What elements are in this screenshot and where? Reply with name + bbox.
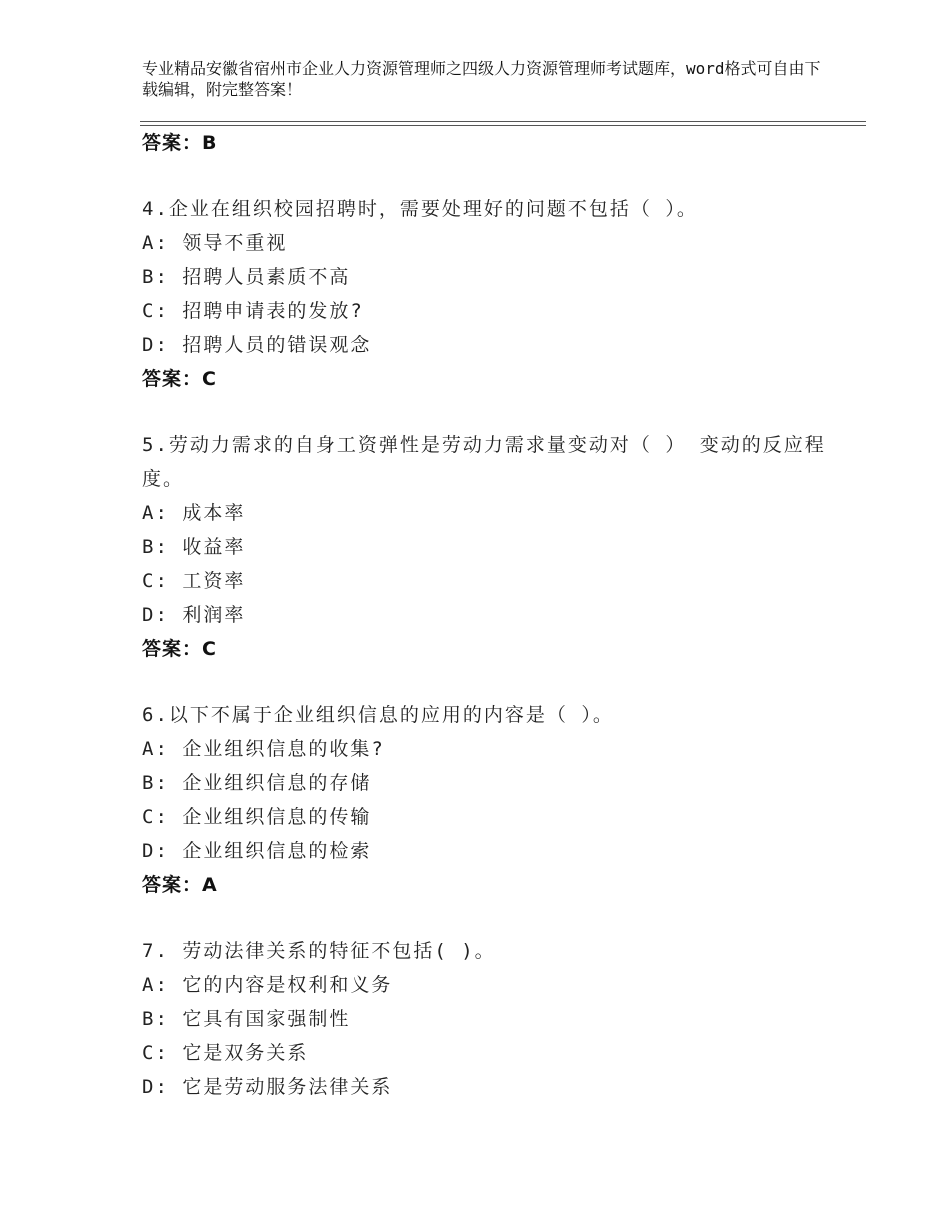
option-b: B: 它具有国家强制性 (142, 1008, 351, 1030)
option-b: B: 企业组织信息的存储 (142, 772, 372, 794)
question-stem: 7. 劳动法律关系的特征不包括( )。 (142, 940, 496, 962)
option-c: C: 企业组织信息的传输 (142, 806, 372, 828)
question-5 (142, 428, 842, 666)
option-d: D: 招聘人员的错误观念 (142, 334, 372, 356)
option-d: D: 企业组织信息的检索 (142, 840, 372, 862)
option-d: D: 利润率 (142, 604, 246, 626)
question-stem: 4.企业在组织校园招聘时，需要处理好的问题不包括（ ）。 (142, 198, 698, 220)
question-6 (142, 698, 842, 902)
answer-label-q3: 答案：B (142, 132, 218, 154)
answer-label: 答案：A (142, 874, 218, 896)
question-4 (142, 192, 842, 396)
option-d: D: 它是劳动服务法律关系 (142, 1076, 393, 1098)
option-a: A: 领导不重视 (142, 232, 288, 254)
question-stem: 5.劳动力需求的自身工资弹性是劳动力需求量变动对（ ） 变动的反应程度。 (142, 434, 826, 490)
question-7 (142, 934, 842, 1104)
option-b: B: 招聘人员素质不高 (142, 266, 351, 288)
option-c: C: 它是双务关系 (142, 1042, 309, 1064)
page-header: 专业精品安徽省宿州市企业人力资源管理师之四级人力资源管理师考试题库，word格式可自由下载编辑，附完整答案！ (142, 59, 821, 99)
option-c: C: 工资率 (142, 570, 246, 592)
option-b: B: 收益率 (142, 536, 246, 558)
option-c: C: 招聘申请表的发放? (142, 300, 364, 322)
option-a: A: 成本率 (142, 502, 246, 524)
question-stem: 6.以下不属于企业组织信息的应用的内容是（ ）。 (142, 704, 614, 726)
answer-label: 答案：C (142, 638, 217, 660)
option-a: A: 它的内容是权利和义务 (142, 974, 393, 996)
option-a: A: 企业组织信息的收集? (142, 738, 385, 760)
document-body (142, 126, 842, 1104)
answer-label: 答案：C (142, 368, 217, 390)
